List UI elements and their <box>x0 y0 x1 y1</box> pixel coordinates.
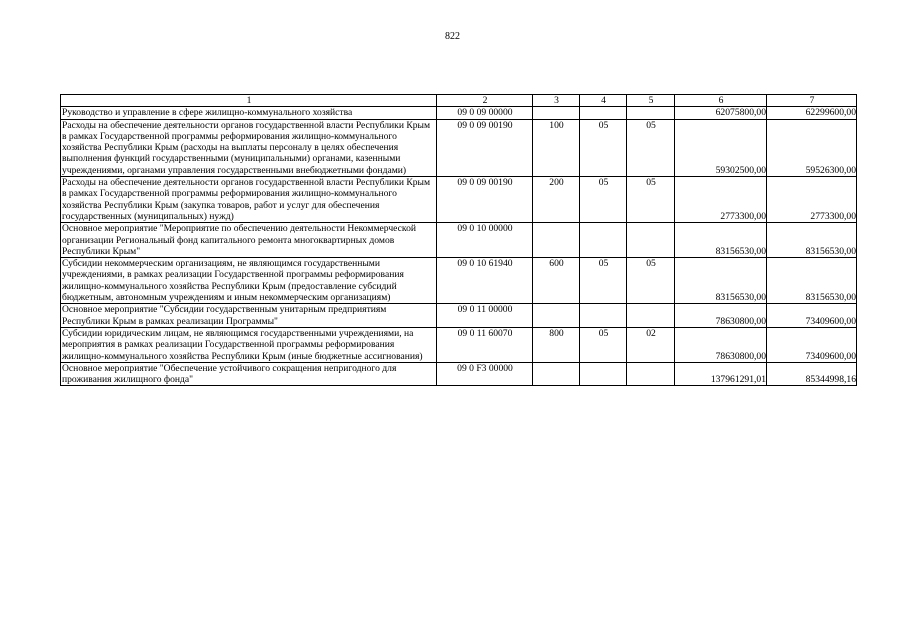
row-name: Основное мероприятие "Субсидии государственным унитарным предприятиям Республики Крым в рамках реализации Программы" <box>61 304 437 328</box>
expense-type: 100 <box>533 119 580 176</box>
amount-year-2: 83156530,00 <box>767 223 857 258</box>
subsection-code: 05 <box>627 119 675 176</box>
classification-code: 09 0 09 00190 <box>437 177 533 223</box>
table-row <box>61 223 857 258</box>
expense-type: 200 <box>533 177 580 223</box>
expense-type <box>533 362 580 386</box>
classification-code: 09 0 F3 00000 <box>437 362 533 386</box>
row-name: Руководство и управление в сфере жилищно-коммунального хозяйства <box>61 107 437 119</box>
expense-type <box>533 107 580 119</box>
amount-year-1: 137961291,01 <box>675 362 767 386</box>
header-cell: 2 <box>437 95 533 107</box>
classification-code: 09 0 11 00000 <box>437 304 533 328</box>
header-cell: 4 <box>580 95 627 107</box>
table-row <box>61 107 857 119</box>
expense-type <box>533 304 580 328</box>
classification-code: 09 0 09 00190 <box>437 119 533 176</box>
header-cell: 3 <box>533 95 580 107</box>
header-cell: 6 <box>675 95 767 107</box>
table-row <box>61 327 857 362</box>
amount-year-1: 78630800,00 <box>675 304 767 328</box>
section-code <box>580 223 627 258</box>
classification-code: 09 0 10 61940 <box>437 258 533 304</box>
row-name: Субсидии юридическим лицам, не являющимся государственными учреждениями, на мероприятия в рамках реализации Государственной программы реформирования жилищно-коммунального хозяйства Республики Крым (иные бюджетные ассигнования) <box>61 327 437 362</box>
subsection-code: 05 <box>627 177 675 223</box>
section-code <box>580 304 627 328</box>
amount-year-2: 85344998,16 <box>767 362 857 386</box>
amount-year-2: 73409600,00 <box>767 304 857 328</box>
section-code <box>580 107 627 119</box>
page-number: 822 <box>445 31 460 42</box>
budget-table <box>60 94 857 386</box>
row-name: Расходы на обеспечение деятельности органов государственной власти Республики Крым в рамках Государственной программы реформирования жилищно-коммунального хозяйства Республики Крым (расходы на выплаты персоналу в целях обеспечения выполнения функций государственными (муниципальными) органами, казенными учреждениями, органами управления государственными внебюджетными фондами) <box>61 119 437 176</box>
table-row <box>61 362 857 386</box>
subsection-code <box>627 223 675 258</box>
amount-year-1: 83156530,00 <box>675 223 767 258</box>
header-cell: 7 <box>767 95 857 107</box>
row-name: Расходы на обеспечение деятельности органов государственной власти Республики Крым в рамках Государственной программы реформирования жилищно-коммунального хозяйства Республики Крым (закупка товаров, работ и услуг для обеспечения государственных (муниципальных) нужд) <box>61 177 437 223</box>
amount-year-1: 83156530,00 <box>675 258 767 304</box>
classification-code: 09 0 10 00000 <box>437 223 533 258</box>
classification-code: 09 0 09 00000 <box>437 107 533 119</box>
classification-code: 09 0 11 60070 <box>437 327 533 362</box>
subsection-code: 05 <box>627 258 675 304</box>
row-name: Субсидии некоммерческим организациям, не являющимся государственными учреждениями, в рамках реализации Государственной программы реформирования жилищно-коммунального хозяйства Республики Крым (предоставление субсидий бюджетным, автономным учреждениям и иным некоммерческим организациям) <box>61 258 437 304</box>
table-row <box>61 177 857 223</box>
expense-type: 600 <box>533 258 580 304</box>
amount-year-2: 62299600,00 <box>767 107 857 119</box>
header-cell: 5 <box>627 95 675 107</box>
table-row <box>61 304 857 328</box>
section-code: 05 <box>580 258 627 304</box>
section-code: 05 <box>580 119 627 176</box>
amount-year-1: 62075800,00 <box>675 107 767 119</box>
subsection-code <box>627 304 675 328</box>
amount-year-2: 2773300,00 <box>767 177 857 223</box>
amount-year-1: 2773300,00 <box>675 177 767 223</box>
row-name: Основное мероприятие "Обеспечение устойчивого сокращения непригодного для проживания жилищного фонда" <box>61 362 437 386</box>
subsection-code <box>627 107 675 119</box>
header-cell: 1 <box>61 95 437 107</box>
expense-type <box>533 223 580 258</box>
expense-type: 800 <box>533 327 580 362</box>
table-row <box>61 258 857 304</box>
row-name: Основное мероприятие "Мероприятие по обеспечению деятельности Некоммерческой организации Региональный фонд капитального ремонта многоквартирных домов Республики Крым" <box>61 223 437 258</box>
section-code: 05 <box>580 177 627 223</box>
subsection-code: 02 <box>627 327 675 362</box>
table-header-row <box>61 95 857 107</box>
table-row <box>61 119 857 176</box>
amount-year-2: 83156530,00 <box>767 258 857 304</box>
amount-year-1: 59302500,00 <box>675 119 767 176</box>
amount-year-1: 78630800,00 <box>675 327 767 362</box>
amount-year-2: 73409600,00 <box>767 327 857 362</box>
section-code <box>580 362 627 386</box>
amount-year-2: 59526300,00 <box>767 119 857 176</box>
section-code: 05 <box>580 327 627 362</box>
subsection-code <box>627 362 675 386</box>
